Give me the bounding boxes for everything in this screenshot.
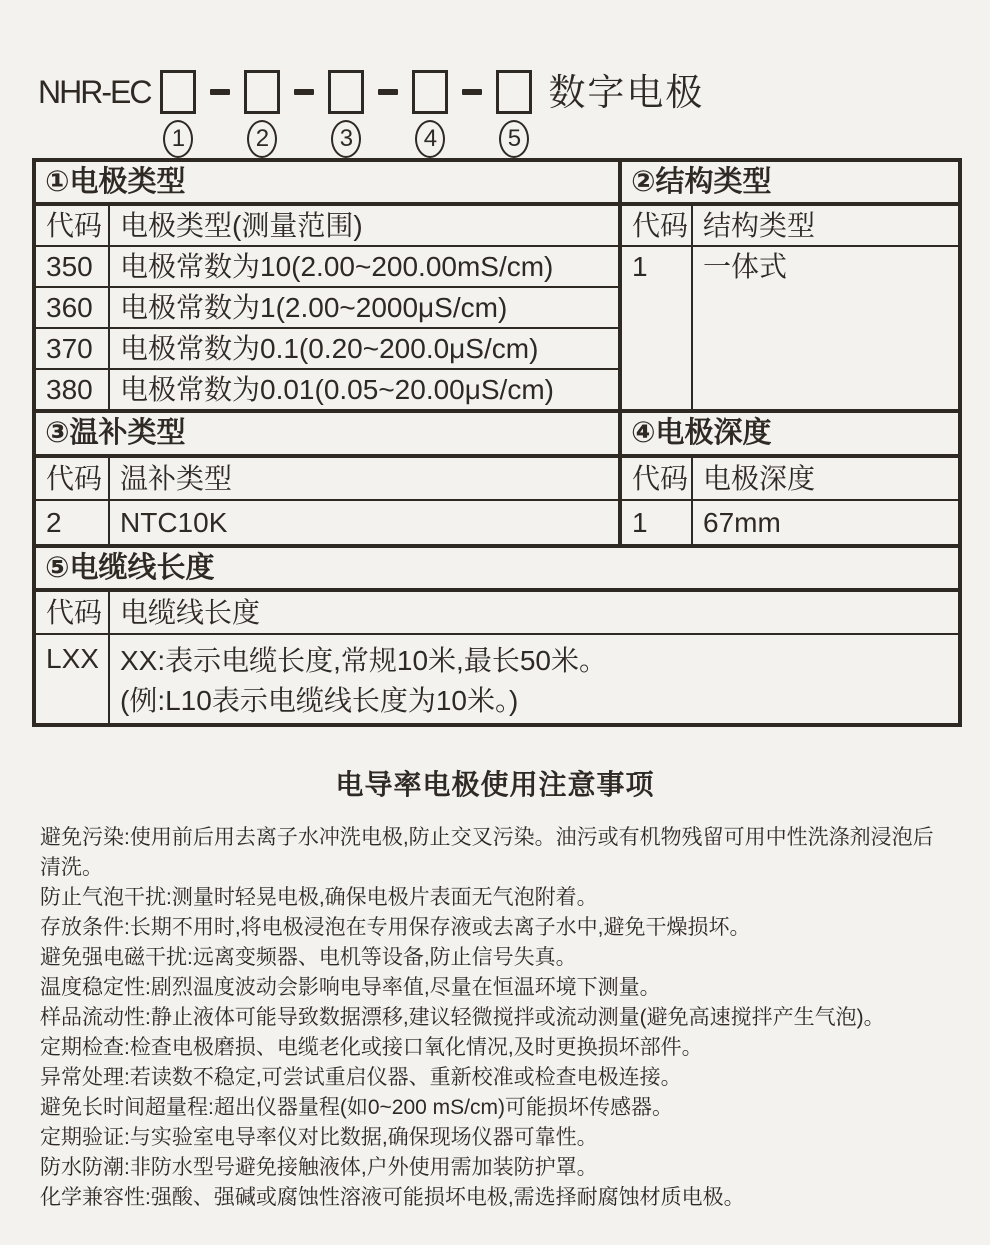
type-header-cell: 温补类型: [109, 456, 620, 500]
note-text: 使用前后用去离子水冲洗电极,防止交叉污染。油污或有机物残留可用中性洗涤剂浸泡后清洗。: [40, 825, 934, 879]
code-header-cell: 代码: [620, 204, 692, 246]
desc-cell: 电极常数为0.01(0.05~20.00μS/cm): [109, 369, 620, 411]
position-number-circle: 3: [331, 120, 361, 158]
code-cell: 370: [34, 328, 109, 369]
model-code-box: [244, 70, 280, 114]
section-header-row: [34, 411, 960, 455]
model-code-box: [496, 70, 532, 114]
cable-desc-line: (例:L10表示电缆线长度为10米。): [120, 684, 519, 716]
note-text: 与实验室电导率仪对比数据,确保现场仪器可靠性。: [129, 1125, 598, 1149]
cable-desc-line: XX:表示电缆长度,常规10米,最长50米。: [120, 644, 607, 676]
note-text: 长期不用时,将电极浸泡在专用保存液或去离子水中,避免干燥损坏。: [129, 915, 751, 939]
model-slot-3: [328, 70, 364, 158]
code-cell: LXX: [34, 634, 109, 725]
model-code-box: [160, 70, 196, 114]
desc-cell: 67mm: [692, 500, 960, 546]
note-label: 避免污染:: [40, 825, 130, 849]
note-label: 避免强电磁干扰:: [40, 945, 193, 969]
model-suffix: 数字电极: [548, 72, 705, 113]
position-number-circle: 5: [499, 120, 529, 158]
section-header-row: [34, 160, 960, 204]
code-cell: 380: [34, 369, 109, 411]
note-label: 定期验证:: [40, 1125, 130, 1149]
note-item: [40, 1033, 950, 1063]
model-code-box: [328, 70, 364, 114]
notes-section: [40, 763, 950, 1213]
desc-cell: 电极常数为0.1(0.20~200.0μS/cm): [109, 328, 620, 369]
note-text: 远离变频器、电机等设备,防止信号失真。: [192, 945, 577, 969]
note-label: 定期检查:: [40, 1035, 130, 1059]
note-item: [40, 1063, 950, 1093]
note-item: [40, 973, 950, 1003]
model-dash: [378, 89, 398, 95]
note-label: 防止气泡干扰:: [40, 885, 172, 909]
table-row: [34, 500, 960, 546]
code-cell: 360: [34, 287, 109, 328]
section-title-structure-type: ②结构类型: [620, 160, 960, 204]
column-header-row: [34, 456, 960, 500]
note-item: [40, 1123, 950, 1153]
type-header-cell: 结构类型: [692, 204, 960, 246]
model-dash: [462, 89, 482, 95]
model-slot-5: [496, 70, 532, 158]
note-text: 若读数不稳定,可尝试重启仪器、重新校准或检查电极连接。: [129, 1065, 682, 1089]
note-item: [40, 913, 950, 943]
code-cell: 350: [34, 246, 109, 287]
spec-table: [32, 158, 962, 727]
desc-cell: 一体式: [692, 246, 960, 411]
position-number-circle: 4: [415, 120, 445, 158]
note-item: [40, 1003, 950, 1033]
desc-cell: 电极常数为1(2.00~2000μS/cm): [109, 287, 620, 328]
code-cell: 1: [620, 246, 692, 411]
type-header-cell: 电缆线长度: [109, 590, 960, 634]
code-header-cell: 代码: [620, 456, 692, 500]
model-slot-4: [412, 70, 448, 158]
note-label: 化学兼容性:: [40, 1185, 151, 1209]
model-dash: [210, 89, 230, 95]
note-text: 检查电极磨损、电缆老化或接口氧化情况,及时更换损坏部件。: [129, 1035, 703, 1059]
note-text: 超出仪器量程(如0~200 mS/cm)可能损坏传感器。: [213, 1095, 673, 1119]
table-row: [34, 246, 960, 287]
column-header-row: [34, 204, 960, 246]
section-title-cable-length: ⑤电缆线长度: [34, 546, 960, 590]
note-label: 异常处理:: [40, 1065, 130, 1089]
code-cell: 1: [620, 500, 692, 546]
type-header-cell: 电极类型(测量范围): [109, 204, 620, 246]
desc-cell: NTC10K: [109, 500, 620, 546]
model-prefix: NHR-EC: [38, 74, 151, 110]
note-item: [40, 1153, 950, 1183]
section-title-electrode-depth: ④电极深度: [620, 411, 960, 455]
note-label: 避免长时间超量程:: [40, 1095, 214, 1119]
desc-cell: 电极常数为10(2.00~200.00mS/cm): [109, 246, 620, 287]
column-header-row: [34, 590, 960, 634]
model-slot-1: [160, 70, 196, 158]
note-item: [40, 823, 950, 883]
note-label: 温度稳定性:: [40, 975, 151, 999]
note-label: 样品流动性:: [40, 1005, 151, 1029]
code-header-cell: 代码: [34, 590, 109, 634]
code-header-cell: 代码: [34, 204, 109, 246]
note-item: [40, 883, 950, 913]
model-dash: [294, 89, 314, 95]
table-row: [34, 634, 960, 725]
desc-cell: [109, 634, 960, 725]
section-title-electrode-type: ①电极类型: [34, 160, 620, 204]
note-text: 强酸、强碱或腐蚀性溶液可能损坏电极,需选择耐腐蚀材质电极。: [150, 1185, 745, 1209]
note-item: [40, 1183, 950, 1213]
code-header-cell: 代码: [34, 456, 109, 500]
notes-title: 电导率电极使用注意事项: [335, 768, 655, 800]
note-text: 静止液体可能导致数据漂移,建议轻微搅拌或流动测量(避免高速搅拌产生气泡)。: [150, 1005, 885, 1029]
note-label: 存放条件:: [40, 915, 130, 939]
section-header-row: [34, 546, 960, 590]
note-text: 非防水型号避免接触液体,户外使用需加装防护罩。: [129, 1155, 598, 1179]
note-text: 剧烈温度波动会影响电导率值,尽量在恒温环境下测量。: [150, 975, 661, 999]
position-number-circle: 1: [163, 120, 193, 158]
section-title-temp-compensation: ③温补类型: [34, 411, 620, 455]
position-number-circle: 2: [247, 120, 277, 158]
model-slot-2: [244, 70, 280, 158]
model-diagram: [38, 70, 990, 158]
note-item: [40, 1093, 950, 1123]
type-header-cell: 电极深度: [692, 456, 960, 500]
code-cell: 2: [34, 500, 109, 546]
note-text: 测量时轻晃电极,确保电极片表面无气泡附着。: [171, 885, 598, 909]
note-label: 防水防潮:: [40, 1155, 130, 1179]
note-item: [40, 943, 950, 973]
model-code-box: [412, 70, 448, 114]
